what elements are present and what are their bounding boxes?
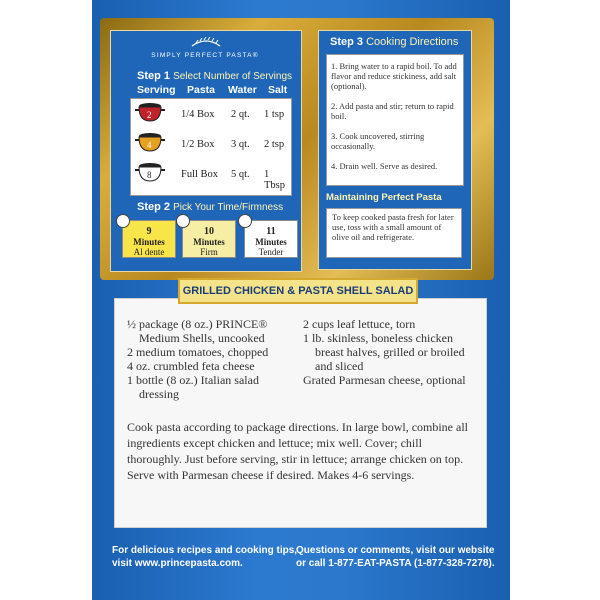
pasta-amount: Full Box [181,169,219,180]
clock-icon [176,214,190,228]
table-row [131,131,291,159]
time-firmness: Firm [200,247,218,257]
time-option-tender [244,220,298,258]
recipe-method: Cook pasta according to package directions. In large bowl, combine all ingredients except chicken and lettuce; mix well. Cover; chill thoroughly. Just before serving, stir in lettuce; arrange chicken on top. Serve with Parmesan cheese if desired. Makes 4-6 servings. [127,420,469,482]
time-minutes: 11 [266,226,276,237]
list-item: 4. Drain well. Serve as desired. [331,161,438,171]
salt-amount: 1 tsp [264,109,285,120]
footer-left [112,544,297,570]
table-row [131,101,291,129]
serving-count: 4 [147,140,152,150]
ingredient-line: 1 lb. skinless, boneless chicken [303,331,453,345]
maintaining-title: Maintaining Perfect Pasta [326,192,442,203]
table-row [131,161,291,189]
salt-amount: 2 tsp [264,139,285,150]
cooking-directions-list [326,54,464,186]
serving-count: 8 [147,170,152,180]
serving-count: 2 [147,110,152,120]
time-firmness: Al dente [133,247,165,257]
water-amount: 2 qt. [231,109,250,120]
brand-tagline: SIMPLY PERFECT PASTA® [151,52,259,59]
time-firmness: Tender [258,247,284,257]
step3-heading [330,36,458,48]
ingredient-line: 2 cups leaf lettuce, torn [303,317,416,331]
footer-right [296,544,495,570]
step3-number: Step 3 [330,36,364,48]
list-item: 1. Bring water to a rapid boil. To add flavor and reduce stickiness, add salt (optional). [331,61,457,91]
footer-phone: or call 1-877-EAT-PASTA (1-877-328-7278). [296,558,495,569]
header-water: Water [228,84,257,96]
ingredient-line: ½ package (8 oz.) PRINCE® [127,317,268,331]
maintaining-text: To keep cooked pasta fresh for later use, toss with a small amount of olive oil and refrigerate. [326,208,462,258]
list-item: 2. Add pasta and stir; return to rapid boil. [331,101,454,121]
ingredient-line: and sliced [315,359,364,373]
ingredient-line: Grated Parmesan cheese, optional [303,373,466,387]
ingredients-right [303,317,483,387]
footer-right-line1: Questions or comments, visit our website [296,545,495,556]
wheat-logo-icon [190,34,222,52]
step2-heading [137,201,283,213]
water-amount: 3 qt. [231,139,250,150]
footer-left-line1: For delicious recipes and cooking tips, [112,545,298,556]
step1-title: Select Number of Servings [173,71,293,82]
time-minutes: 9 [146,226,152,237]
header-salt: Salt [268,84,288,96]
step2-title: Pick Your Time/Firmness [173,202,284,213]
salt-amount: 1 Tbsp [264,169,285,191]
step2-number: Step 2 [137,201,171,213]
ingredient-line: breast halves, grilled or broiled [315,345,465,359]
time-unit: Minutes [133,237,165,247]
ingredient-line: 1 bottle (8 oz.) Italian salad [127,373,259,387]
footer-website-link[interactable]: visit www.princepasta.com. [112,558,243,569]
step3-title: Cooking Directions [366,36,459,48]
time-unit: Minutes [255,237,287,247]
servings-table [130,98,292,196]
clock-icon [116,214,130,228]
clock-icon [238,214,252,228]
list-item: 3. Cook uncovered, stirring occasionally. [331,131,425,151]
step1-number: Step 1 [137,70,171,82]
pasta-amount: 1/4 Box [181,109,215,120]
recipe-title: GRILLED CHICKEN & PASTA SHELL SALAD [178,278,418,304]
water-amount: 5 qt. [231,169,250,180]
pasta-amount: 1/2 Box [181,139,215,150]
ingredient-line: dressing [139,387,179,401]
time-option-firm [182,220,236,258]
ingredients-left [127,317,297,401]
step1-heading [137,70,292,82]
time-minutes: 10 [204,226,214,237]
ingredient-line: Medium Shells, uncooked [139,331,265,345]
ingredient-line: 2 medium tomatoes, chopped [127,345,269,359]
header-pasta: Pasta [187,84,216,96]
recipe-card [114,298,487,528]
time-option-al-dente [122,220,176,258]
header-serving: Serving [137,84,176,96]
time-unit: Minutes [193,237,225,247]
ingredient-line: 4 oz. crumbled feta cheese [127,359,255,373]
